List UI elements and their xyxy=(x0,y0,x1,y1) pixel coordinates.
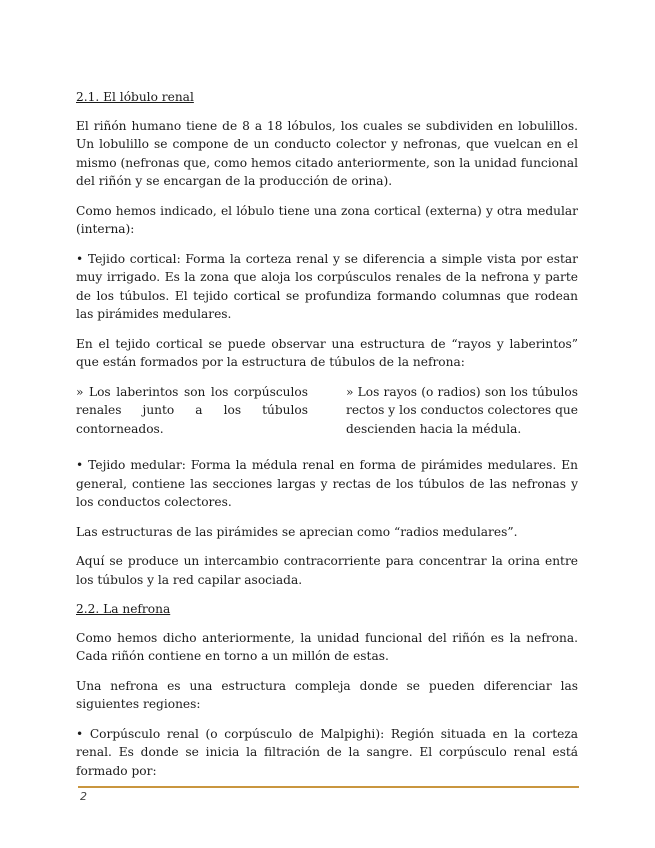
paragraph-zonas: Como hemos indicado, el lóbulo tiene una zona cortical (externa) y otra medular (interna): xyxy=(76,203,578,236)
paragraph-intercambio: Aquí se produce un intercambio contracorriente para concentrar la orina entre los túbulos y la red capilar asociada. xyxy=(76,554,578,587)
paragraph-radios-medulares: Las estructuras de las pirámides se aprecian como “radios medulares”. xyxy=(76,524,518,539)
column-rayos: » Los rayos (o radios) son los túbulos rectos y los conductos colectores que descienden hacia la médula. xyxy=(346,384,578,436)
paragraph-regiones: Una nefrona es una estructura compleja donde se pueden diferenciar las siguientes regiones: xyxy=(76,678,578,711)
page-number: 2 xyxy=(80,790,87,803)
paragraph-unidad-funcional: Como hemos dicho anteriormente, la unidad funcional del riñón es la nefrona. Cada riñón contiene en torno a un millón de estas. xyxy=(76,630,578,663)
section-heading-nefrona: 2.2. La nefrona xyxy=(76,602,171,616)
section-heading-lobulo-renal: 2.1. El lóbulo renal xyxy=(76,90,194,104)
document-page xyxy=(76,88,578,791)
paragraph-rayos-laberintos: En el tejido cortical se puede observar una estructura de “rayos y laberintos” que están formados por la estructura de túbulos de la nefrona: xyxy=(76,336,578,369)
two-column-block xyxy=(76,383,578,439)
footer-divider xyxy=(78,786,579,788)
paragraph-tejido-medular: • Tejido medular: Forma la médula renal en forma de pirámides medulares. En general, contiene las secciones largas y rectas de los túbulos de las nefronas y los conductos colectores. xyxy=(76,458,578,509)
paragraph-lobulos: El riñón humano tiene de 8 a 18 lóbulos, los cuales se subdividen en lobulillos. Un lobulillo se compone de un conducto colector y nefronas, que vuelcan en el mismo (nefronas que, como hemos citado anteriormente, son la unidad funcional del riñón y se encargan de la producción de orina). xyxy=(76,118,578,188)
column-laberintos: » Los laberintos son los corpúsculos renales junto a los túbulos contorneados. xyxy=(76,384,308,436)
paragraph-corpusculo-renal: • Corpúsculo renal (o corpúsculo de Malpighi): Región situada en la corteza renal. Es donde se inicia la filtración de la sangre. El corpúsculo renal está formado por: xyxy=(76,726,578,778)
paragraph-tejido-cortical: • Tejido cortical: Forma la corteza renal y se diferencia a simple vista por estar muy irrigado. Es la zona que aloja los corpúsculos renales de la nefrona y parte de los túbulos. El tejido cortical se profundiza formando columnas que rodean las pirámides medulares. xyxy=(76,251,578,321)
